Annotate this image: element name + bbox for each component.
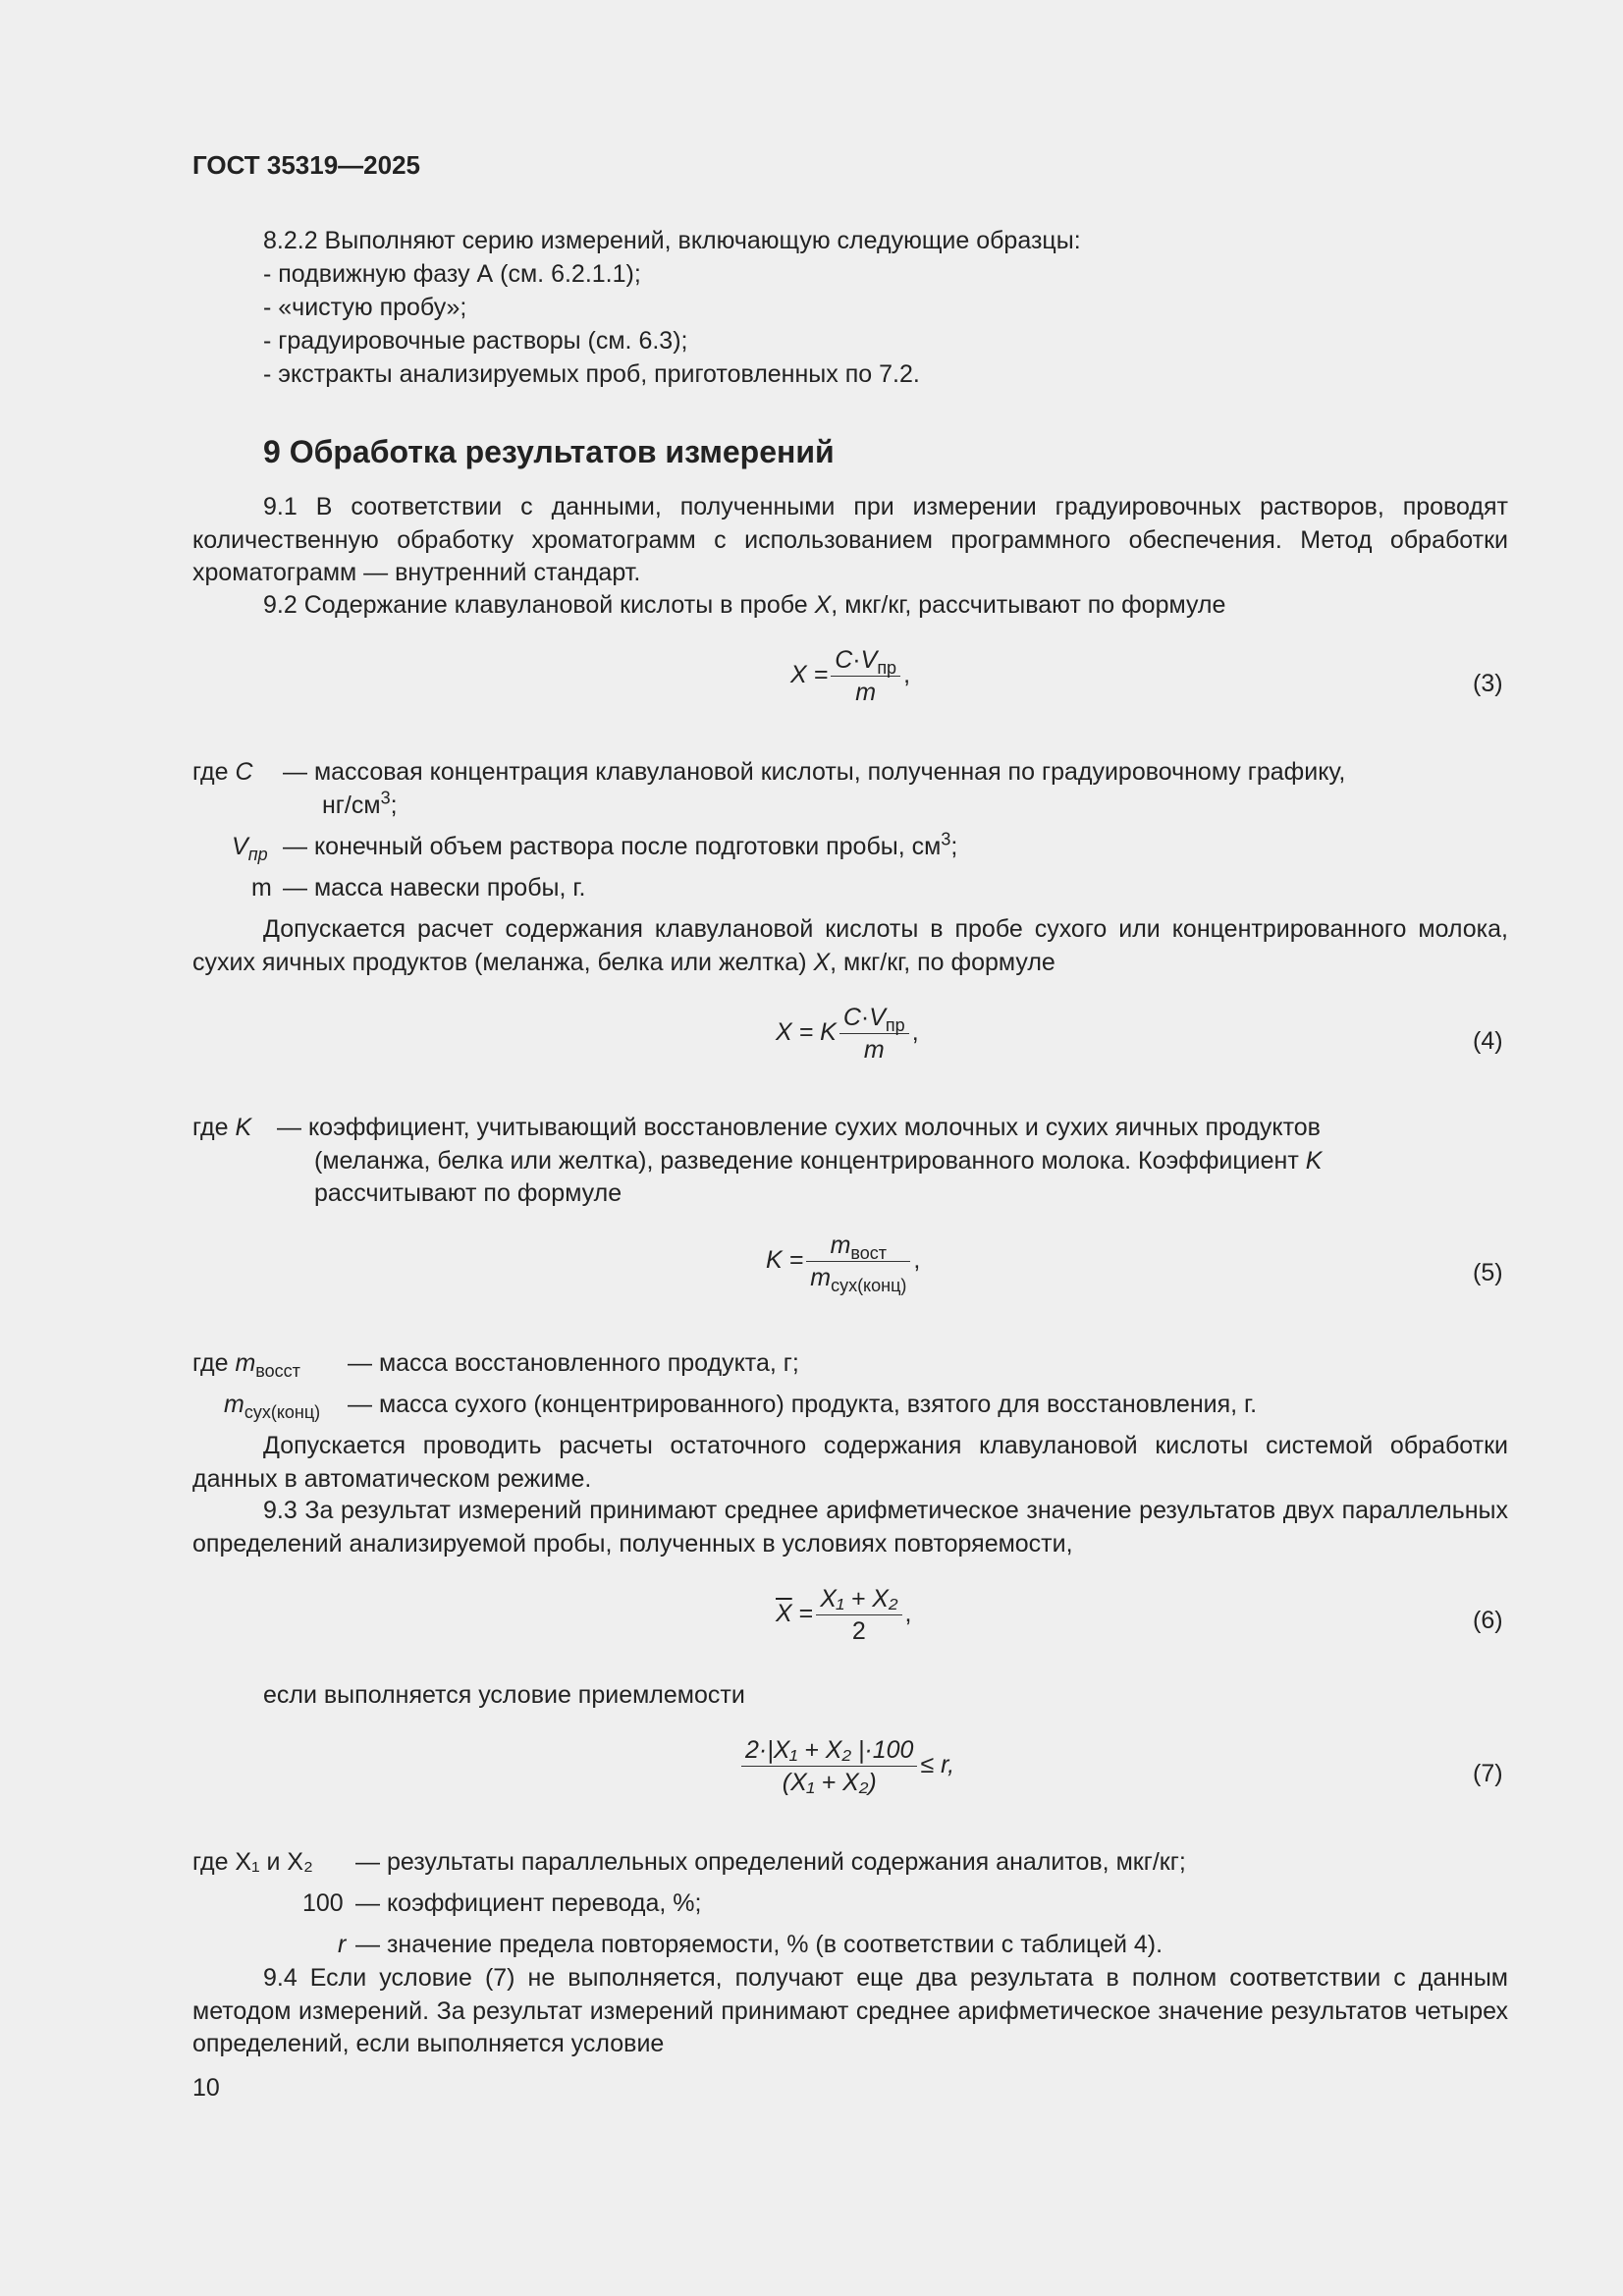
paragraph-allow-2: Допускается проводить расчеты остаточного содержания клавулановой кислоты системой обработки данных в автоматическом режиме.: [192, 1432, 1508, 1493]
paragraph-allow-1: Допускается расчет содержания клавулановой кислоты в пробе сухого или концентрированного молока, сухих яичных продуктов (меланжа, белка или желтка) X, мкг/кг, по формуле: [192, 915, 1508, 976]
where-definition: — масса восстановленного продукта, г;: [348, 1349, 799, 1377]
where-label: где C: [192, 758, 253, 786]
formula-number: (5): [1473, 1259, 1503, 1286]
where-definition: — масса навески пробы, г.: [283, 874, 586, 902]
where-label: где K: [192, 1114, 252, 1141]
where-definition: — коэффициент, учитывающий восстановление сухих молочных и сухих яичных продуктов (меланжа, белка или желтка), разведение концентрированного молока. Коэффициент K рассчитывают по формуле: [277, 1114, 1323, 1207]
formula-number: (3): [1473, 670, 1503, 697]
list-item: - градуировочные растворы (см. 6.3);: [263, 327, 688, 355]
where-label: где $m_{восст}$: [192, 1349, 300, 1381]
formula-7: $\frac{\text{2·|X₁ + X₂ |·100}}{\text{(X₁ + X₂)}}$ ≤ r,: [738, 1734, 954, 1798]
where-label: где X₁ и X₂: [192, 1848, 313, 1876]
list-item: - «чистую пробу»;: [263, 294, 467, 321]
where-definition: — значение предела повторяемости, % (в соответствии с таблицей 4).: [355, 1931, 1163, 1958]
list-item: - экстракты анализируемых проб, приготовленных по 7.2.: [263, 360, 920, 388]
paragraph-9-1: [192, 491, 1508, 590]
section-title: 9 Обработка результатов измерений: [263, 434, 835, 469]
where-label: $V_{пр}$: [232, 833, 268, 864]
where-label: 100: [302, 1889, 344, 1917]
paragraph-9-2: 9.2 Содержание клавулановой кислоты в пробе X, мкг/кг, рассчитывают по формуле: [263, 591, 1226, 619]
formula-number: (7): [1473, 1760, 1503, 1787]
where-definition: — конечный объем раствора после подготовки пробы, $см^3$;: [283, 829, 958, 860]
formula-number: (4): [1473, 1027, 1503, 1055]
condition-text: если выполняется условие приемлемости: [263, 1681, 745, 1709]
paragraph-8-2-2: 8.2.2 Выполняют серию измерений, включающую следующие образцы:: [263, 227, 1081, 254]
page-number: 10: [192, 2074, 220, 2102]
where-definition: — коэффициент перевода, %;: [355, 1889, 702, 1917]
formula-5: K = $\frac{m_{вост}}{m_{сух(конц)}}$ ,: [766, 1231, 921, 1295]
where-label: m: [251, 874, 272, 902]
formula-number: (6): [1473, 1607, 1503, 1634]
formula-4: X = K $\frac{C\cdot V_{пр}}{m}$ ,: [776, 1004, 919, 1064]
formula-3: X = $\frac{C\cdot V_{пр}}{m}$ ,: [790, 646, 911, 706]
where-definition: — массовая концентрация клавулановой кислоты, полученная по градуировочному графику, $нг/см^3$;: [283, 758, 1346, 819]
paragraph-9-3: 9.3 За результат измерений принимают среднее арифметическое значение результатов двух параллельных определений анализируемой пробы, полученных в условиях повторяемости,: [192, 1497, 1508, 1558]
paragraph-text: 9.1 В соответствии с данными, полученными при измерении градуировочных растворов, проводят количественную обработку хроматограмм с использованием программного обеспечения. Метод обработки хроматограмм — внутренний стандарт.: [192, 493, 1508, 586]
paragraph-9-4: 9.4 Если условие (7) не выполняется, получают еще два результата в полном соответствии с данным методом измерений. За результат измерений принимают среднее арифметическое значение результатов четырех определений, если выполняется условие: [192, 1964, 1508, 2057]
formula-6: $\overline{X}$ = $\frac{\text{X₁ + X₂}}{2}$ ,: [776, 1585, 912, 1645]
where-definition: — результаты параллельных определений содержания аналитов, мкг/кг;: [355, 1848, 1186, 1876]
list-item: - подвижную фазу А (см. 6.2.1.1);: [263, 260, 641, 288]
document-header: ГОСТ 35319—2025: [192, 150, 420, 180]
where-label: r: [338, 1931, 347, 1958]
where-definition: — масса сухого (концентрированного) продукта, взятого для восстановления, г.: [348, 1391, 1258, 1418]
where-label: $m_{сух(конц)}$: [224, 1391, 321, 1422]
